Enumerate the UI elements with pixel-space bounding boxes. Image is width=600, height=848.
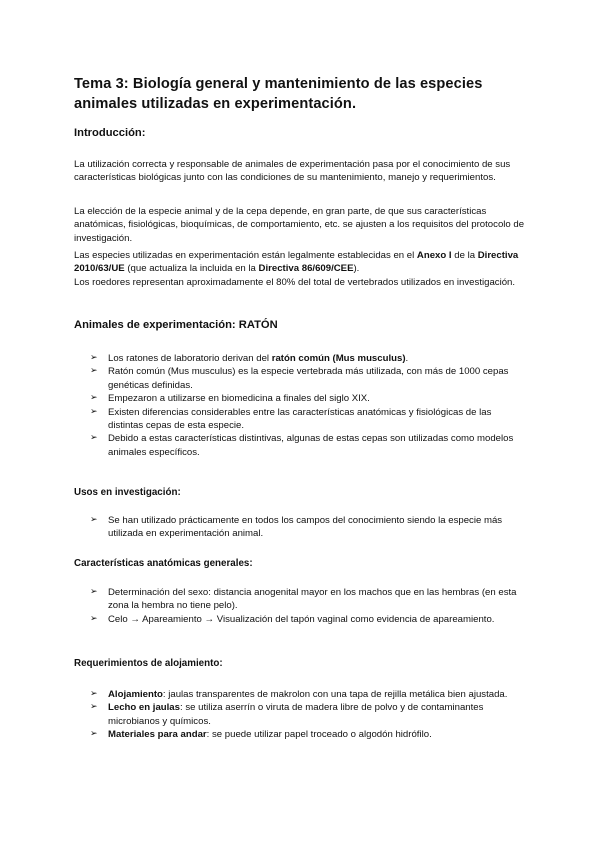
list-item [74, 514, 526, 541]
anatomicas-heading: Características anatómicas generales: [74, 558, 253, 569]
p3-text-g: ). [353, 263, 360, 275]
intro-paragraph-3 [74, 249, 526, 276]
list-item-strong: Alojamiento [108, 689, 163, 700]
intro-paragraph-1: La utilización correcta y responsable de animales de experimentación pasa por el conocimiento de sus características biológicas junto con las condiciones de su mantenimiento, manejo y requerimientos. [74, 159, 511, 184]
raton-list [74, 352, 526, 459]
alojamiento-list [74, 688, 526, 742]
list-item-text: . [405, 353, 409, 364]
alojamiento-heading: Requerimientos de alojamiento: [74, 658, 223, 669]
list-item [74, 432, 526, 459]
list-item [74, 392, 526, 405]
list-item [74, 586, 526, 613]
list-item-strong: Materiales para andar [108, 729, 207, 741]
list-item-text: Existen diferencias considerables entre las características anatómicas y fisiológicas de las distintas cepas de esta especie. [108, 406, 492, 432]
list-item-text: Debido a estas características distintivas, algunas de estas cepas son utilizadas como modelos animales específicos. [108, 433, 514, 458]
arrow-bullet-icon: ➢ [90, 587, 98, 597]
arrow-bullet-icon: ➢ [90, 406, 98, 417]
list-item [74, 728, 526, 741]
list-item [74, 352, 526, 365]
list-item [74, 701, 526, 728]
raton-heading-prefix: Animales de experimentación: [74, 319, 239, 331]
list-item-text: Se han utilizado prácticamente en todos los campos del conocimiento siendo la especie más utilizada en experimentación animal. [108, 515, 503, 540]
arrow-bullet-icon: ➢ [90, 613, 98, 624]
p3-directiva-86: Directiva 86/609/CEE [258, 263, 354, 275]
usos-heading: Usos en investigación: [74, 487, 181, 498]
list-item-strong: ratón común (Mus musculus) [271, 353, 406, 364]
list-item-text: Ratón común (Mus musculus) es la especie vertebrada más utilizada, con más de 1000 cepas genéticas definidas. [108, 366, 509, 391]
p3-text-e: (que actualiza la incluida en la [124, 263, 259, 275]
intro-paragraph-2: La elección de la especie animal y de la cepa depende, en gran parte, de que sus características anatómicas, fisiológicas, bioquímicas, de comportamiento, etc. se ajusten a los requisitos del protocolo de investigación. [74, 206, 525, 244]
p3-text-a: Las especies utilizadas en experimentación están legalmente establecidas en el [74, 250, 417, 261]
document-title: Tema 3: Biología general y mantenimiento de las especies animales utilizadas en experimentación. [74, 76, 483, 112]
raton-heading [74, 319, 278, 331]
arrow-bullet-icon: ➢ [90, 702, 98, 713]
arrow-bullet-icon: ➢ [90, 729, 98, 740]
intro-heading: Introducción: [74, 127, 146, 139]
usos-list [74, 514, 526, 541]
list-item-text: : jaulas transparentes de makrolon con una tapa de rejilla metálica bien ajustada. [162, 689, 508, 700]
list-item [74, 688, 526, 701]
p3-directiva-2010: Directiva 2010/63/UE [74, 250, 519, 275]
list-item-text: Empezaron a utilizarse en biomedicina a finales del siglo XIX. [108, 393, 370, 405]
arrow-bullet-icon: ➢ [90, 393, 98, 404]
anatomicas-list [74, 586, 526, 626]
list-item-text: Determinación del sexo: distancia anogenital mayor en los machos que en las hembras (en esta zona la hembra no tiene pelo). [108, 587, 517, 612]
list-item-strong: Lecho en jaulas [108, 702, 180, 714]
arrow-bullet-icon: ➢ [90, 366, 98, 377]
raton-heading-strong: RATÓN [238, 319, 278, 331]
arrow-bullet-icon: ➢ [90, 433, 98, 444]
list-item [74, 365, 526, 392]
arrow-bullet-icon: ➢ [90, 353, 98, 363]
arrow-bullet-icon: ➢ [90, 689, 98, 699]
list-item [74, 406, 526, 433]
list-item-text: : se utiliza aserrín o viruta de madera libre de polvo y de contaminantes microbianos y químicos. [108, 702, 484, 727]
list-item-text: Celo → Apareamiento → Visualización del tapón vaginal como evidencia de apareamiento. [108, 613, 495, 625]
p3-anexo: Anexo I [416, 250, 452, 261]
intro-paragraph-4: Los roedores representan aproximadamente el 80% del total de vertebrados utilizados en investigación. [74, 277, 516, 288]
list-item [74, 613, 526, 626]
list-item-text: : se puede utilizar papel troceado o algodón hidrófilo. [206, 729, 432, 741]
list-item-text: Los ratones de laboratorio derivan del [108, 353, 272, 364]
p3-text-c: de la [451, 250, 478, 261]
arrow-bullet-icon: ➢ [90, 515, 98, 525]
